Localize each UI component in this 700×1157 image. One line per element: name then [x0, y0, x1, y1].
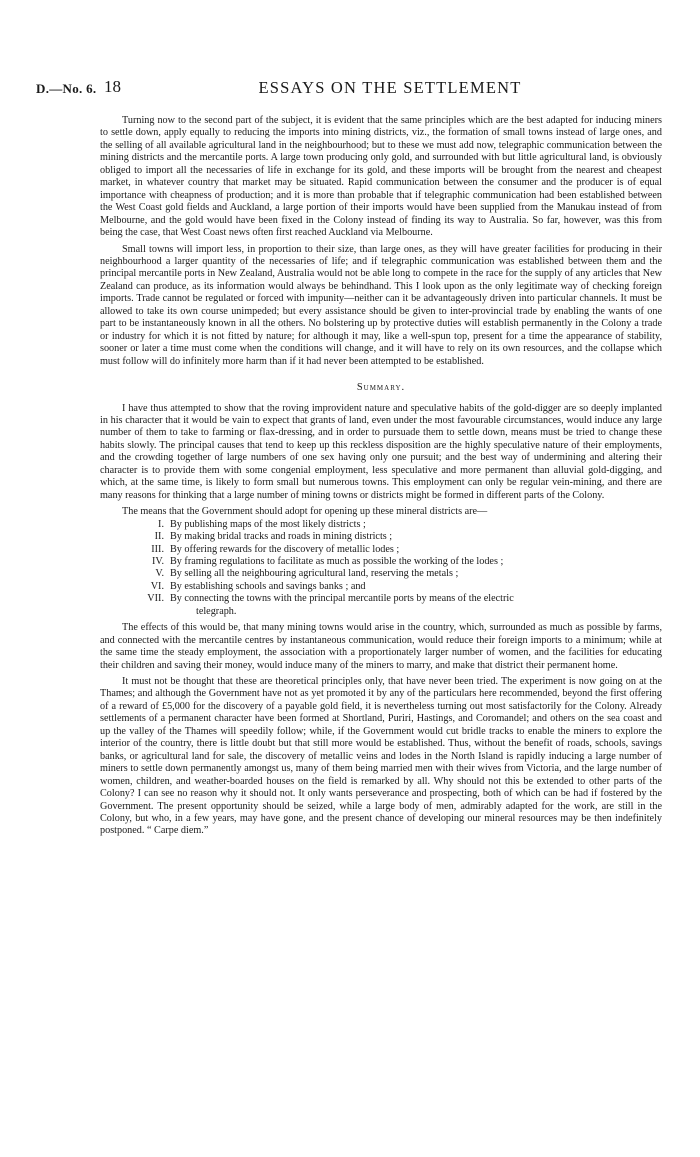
running-title: ESSAYS ON THE SETTLEMENT [258, 78, 522, 97]
list-item-text-wrapper [170, 593, 662, 618]
list-item [100, 519, 662, 531]
list-item [100, 593, 662, 618]
paragraph-effects: The effects of this would be, that many mining towns would arise in the country, which, surrounded as much as possible by farms, and connected with the mercantile centres by instantaneous communication, would reduce their foreign imports to a minimum; while at the same time the steady employment, the association with a proportionately larger number of women, and the facilities for educating their children and saving their money, would induce many of the miners to marry, and make that district their permanent home. [100, 622, 662, 671]
list-item-text: By publishing maps of the most likely districts ; [170, 518, 366, 530]
list-item-number: IV. [152, 555, 164, 567]
paragraph-small-towns: Small towns will import less, in proportion to their size, than large ones, as they will have greater facilities for producing in their neighbourhood a larger quantity of the necessaries of life; and if telegraphic communication was established between them and the principal mercantile ports in New Zealand, Australia would not be able long to compete in the race for the supply of any articles that New Zealand can produce, as its information would always be behindhand. This I look upon as the only legitimate way of checking foreign imports. Trade cannot be regulated or forced with impunity—neither can it be advantageously driven into particular channels. It must be allowed to take its own course unimpeded; but every assistance should be given to inter-provincial trade by enabling the wants of one part to be instantaneously known in all the others. No bolstering up by protective duties will establish permanently in the Colony a trade or industry for which it is not fitted by nature; for although it may, like a well-spun top, present for a time the appearance of stability, sooner or later a time must come when the conditions will change, and it will have to rely on its own resources, and the collapse which must follow will do infinitely more harm than if it had never been attempted to be established. [100, 243, 662, 367]
summary-heading: Summary. [356, 382, 406, 394]
list-item-text: By making bridal tracks and roads in mining districts ; [170, 531, 393, 543]
list-item-text: By connecting the towns with the principal mercantile ports by means of the electric [170, 593, 514, 605]
list-item-continuation: telegraph. [196, 605, 237, 617]
list-item-number: VII. [147, 593, 164, 605]
document-reference: D.—No. 6. [36, 81, 97, 96]
list-item [100, 568, 662, 580]
list-item-text: By offering rewards for the discovery of metallic lodes ; [170, 543, 400, 555]
list-item-number: III. [151, 543, 164, 555]
list-item-text: By selling all the neighbouring agricultural land, reserving the metals ; [170, 568, 459, 580]
page-number: 18 [104, 77, 121, 96]
list-item [100, 556, 662, 568]
list-item-text: By framing regulations to facilitate as much as possible the working of the lodes ; [170, 555, 504, 567]
page-header [0, 78, 700, 100]
list-item-text: By establishing schools and savings banks ; and [170, 580, 366, 592]
list-item-number: I. [158, 518, 164, 530]
paragraph-imports: Turning now to the second part of the subject, it is evident that the same principles which are the best adapted for inducing miners to settle down, apply equally to reducing the imports into mining districts, viz., the formation of small towns instead of large ones, and the selling of all available agricultural land in the neighbourhood; but to these we must add now, telegraphic communication between the mining districts and the mercantile ports. A large town producing only gold, and surrounded with but little agricultural land, is obviously obliged to import all the necessaries of life in exchange for its gold, and these imports will be brought from the nearest and cheapest market, in whatever country that market may be situated. Rapid communication between the consumer and the producer is of equal importance with cheapness of production; and it is more than probable that if telegraphic communication had been established between the West Coast gold fields and Auckland, a large portion of their imports would have been supplied from the Manukau instead of from Melbourne, and the gold would have been fixed in the Colony instead of finding its way to Australia. So far, however, was this from being the case, that West Coast news often first reached Auckland via Melbourne. [100, 115, 662, 239]
means-list [100, 519, 662, 619]
paragraph-thames-experiment: It must not be thought that these are theoretical principles only, that have never been tried. The experiment is now going on at the Thames; and although the Government have not as yet promoted it by any of the particulars here recommended, beyond the first offering of a reward of £5,000 for the discovery of a payable gold field, it is nevertheless turning out most satisfactorily for the Colony. Already settlements of a permanent character have been formed at Shortland, Puriri, Hastings, and Coromandel; and others on the sea coast and up the valley of the Thames will speedily follow; while, if the Government would cut bridle tracks to enable the miners to explore the interior of the country, there is little doubt but that still more would be established. Thus, without the benefit of roads, schools, savings banks, or agricultural land for sale, the discovery of metallic veins and lodes in the North Island is rapidly inducing a large number of miners to settle down permanently amongst us, many of them being married men with their wives from Victoria, and the large number of women, children, and weather-boarded houses on the field is remarked by all. Why should not this be extended to other parts of the Colony? I can see no reason why it should not. It only wants perseverance and prospecting, both of which can be had if fostered by the Government. The present opportunity should be seized, while a large body of men, admirably adapted for the work, are still in the Colony, but who, in a few years, may have gone, and the present chance of developing our mineral resources may be then indefinitely postponed. “ Carpe diem.” [100, 676, 662, 837]
page-body [100, 115, 662, 838]
means-intro: The means that the Government should adopt for opening up these mineral districts are— [122, 506, 488, 518]
paragraph-summary: I have thus attempted to show that the roving improvident nature and speculative habits of the gold-digger are so deeply implanted in his character that it would be vain to expect that grants of land, even under the most favourable circumstances, would induce any large number of them to take to farming or flax-dressing, and in order to pursuade them to settle down, means must be tried to change these habits slowly. The principal causes that tend to keep up this reckless disposition are the highly speculative nature of their employments, and the crowding together of large numbers of one sex having only one pursuit; and the best way of undermining and altering their character is to provide them with some congenial employment, less speculative and more permanent than alluvial gold-digging, and which, at the same time, is likely to form small but numerous towns. This employment can only be regular vein-mining, and there are many reasons for thinking that a large number of mining towns or districts might be formed in different parts of the Colony. [100, 402, 662, 501]
list-item [100, 531, 662, 543]
list-item-number: VI. [150, 580, 164, 592]
list-item-number: II. [154, 531, 164, 543]
list-item-number: V. [155, 568, 164, 580]
list-item [100, 581, 662, 593]
list-item [100, 544, 662, 556]
